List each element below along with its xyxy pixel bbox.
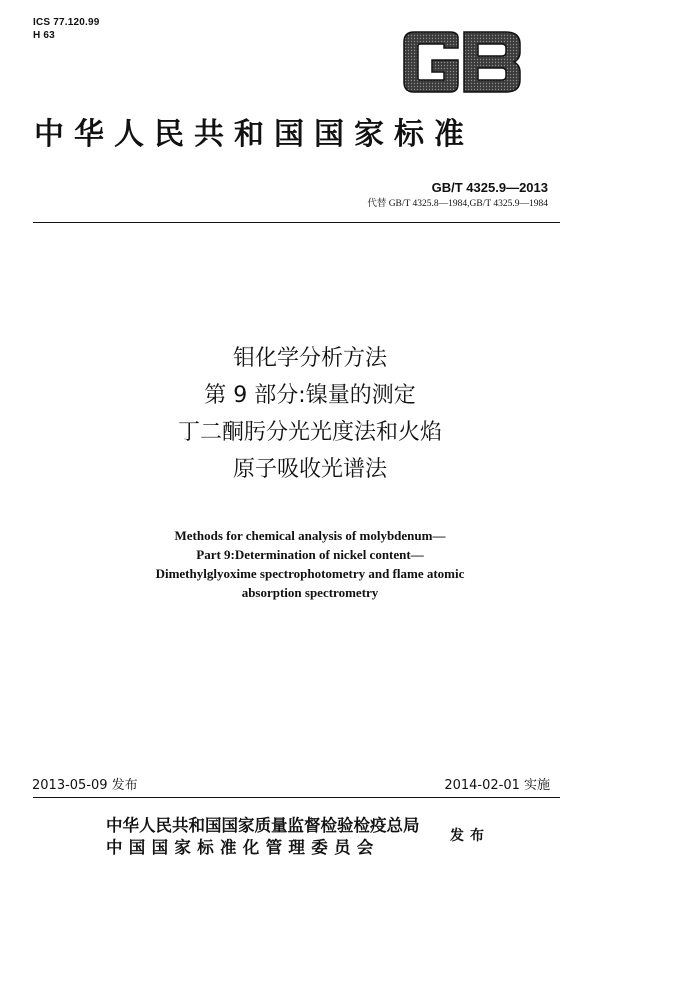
- cn-title-line-2: 第 9 部分:镍量的测定: [204, 383, 416, 408]
- ics-code: ICS 77.120.99: [33, 17, 100, 28]
- gb-logo: [398, 28, 526, 96]
- footer-divider: [33, 797, 560, 798]
- english-document-title: [80, 526, 540, 602]
- replaces-standards: 代替 GB/T 4325.8—1984,GB/T 4325.9—1984: [367, 199, 548, 209]
- en-title-line-3: Dimethylglyoxime spectrophotometry and flame atomic: [155, 566, 465, 581]
- header-divider: [33, 222, 560, 223]
- standard-number: GB/T 4325.9—2013: [431, 180, 548, 195]
- issue-date: 2013-05-09 发布: [32, 778, 138, 793]
- classification-codes: [33, 16, 100, 42]
- en-title-line-4: absorption spectrometry: [241, 585, 379, 600]
- en-title-line-1: Methods for chemical analysis of molybdenum—: [174, 528, 446, 543]
- issuing-authorities: [106, 815, 420, 859]
- cn-title-line-1: 钼化学分析方法: [232, 346, 387, 371]
- chinese-document-title: [100, 340, 520, 488]
- cn-title-line-4: 原子吸收光谱法: [232, 457, 387, 482]
- ccs-code: H 63: [33, 30, 55, 41]
- publish-label: 发布: [450, 828, 490, 844]
- en-title-line-2: Part 9:Determination of nickel content—: [196, 547, 424, 562]
- cn-title-line-3: 丁二酮肟分光光度法和火焰: [177, 420, 442, 445]
- issuer-aqsiq: 中华人民共和国国家质量监督检验检疫总局: [106, 816, 420, 835]
- national-standard-title: 中华人民共和国国家标准: [34, 117, 474, 152]
- implementation-date: 2014-02-01 实施: [444, 778, 550, 793]
- issuer-sac: 中国国家标准化管理委员会: [106, 838, 380, 857]
